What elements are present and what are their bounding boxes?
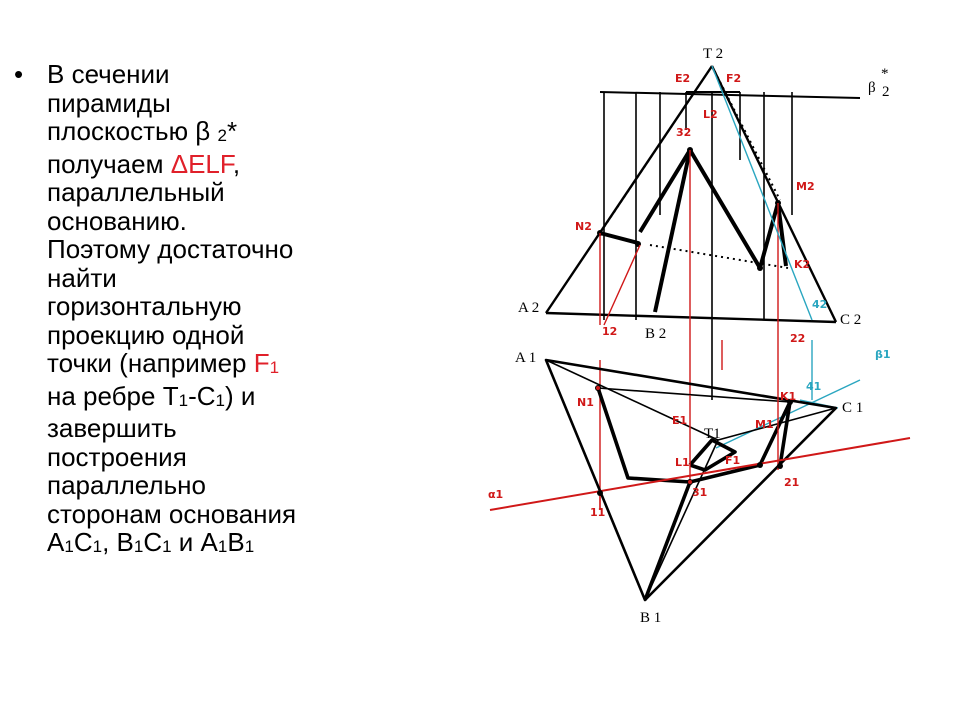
label-F2: F2	[726, 72, 742, 85]
label-B1: B 1	[640, 610, 662, 626]
label-K1: K1	[780, 390, 797, 403]
line: завершить	[47, 413, 177, 443]
label-C2: C 2	[840, 312, 862, 328]
label-B2: B 2	[645, 326, 667, 342]
line: $A_1C_1$, $B_1C_1$ и $A_1B_1$	[47, 527, 255, 557]
line: параллельный	[47, 177, 225, 207]
line: получаем ΔELF,	[47, 148, 241, 179]
line: проекцию одной	[47, 319, 245, 350]
label-L2: L2	[703, 108, 718, 121]
label-1-2: 12	[602, 325, 618, 338]
label-T1: T1	[704, 426, 721, 442]
line: найти	[47, 262, 117, 293]
label-beta2-star: *	[881, 66, 889, 82]
line: сторонам основания	[47, 498, 297, 529]
label-T2: T 2	[703, 46, 724, 62]
label-beta2-sub: 2	[882, 84, 890, 100]
label-4-2: 42	[812, 298, 828, 311]
alpha1-line	[490, 438, 910, 510]
front-dots	[597, 147, 781, 271]
label-M1: M1	[755, 418, 774, 431]
label-beta2: β	[868, 80, 876, 96]
label-beta1: β1	[875, 348, 891, 361]
highlight-triangle: ΔELF	[170, 148, 233, 179]
line: основанию.	[47, 205, 187, 236]
line: пирамиды	[47, 87, 171, 118]
label-L1: L1	[675, 456, 690, 469]
label-E1: E1	[672, 414, 688, 427]
body-text	[47, 60, 374, 561]
line: точки (например $F_1$	[47, 348, 280, 378]
highlight-point: $F_1$	[253, 348, 280, 378]
label-F1: F1	[725, 454, 741, 467]
line: В сечении	[47, 59, 170, 89]
front-section	[600, 150, 786, 312]
label-3-1: 31	[692, 486, 708, 499]
line: на ребре $T_1-C_1$) и	[47, 380, 256, 411]
line: горизонтальную	[47, 291, 242, 321]
line: построения	[47, 441, 187, 472]
label-A2: A 2	[518, 300, 540, 316]
line: параллельно	[47, 470, 206, 500]
label-1-1: 11	[590, 506, 606, 519]
label-C1: C 1	[842, 400, 864, 416]
plan-red-dots	[596, 386, 692, 484]
label-4-1: 41	[806, 380, 822, 393]
label-A1: A 1	[515, 350, 537, 366]
label-M2: M2	[796, 180, 815, 193]
label-2-2: 22	[790, 332, 806, 345]
label-N1: N1	[577, 396, 594, 409]
line: Поэтому достаточно	[47, 234, 294, 264]
label-alpha1: α1	[488, 488, 504, 501]
label-2-1: 21	[784, 476, 800, 489]
label-N2: N2	[575, 220, 592, 233]
pyramid-section-drawing	[470, 30, 940, 650]
bullet: •	[14, 59, 24, 89]
vertical-lines	[604, 92, 792, 400]
slide-text	[14, 60, 374, 561]
label-K2: K2	[794, 258, 811, 271]
label-3-2: 32	[676, 126, 692, 139]
label-E2: E2	[675, 72, 691, 85]
line: плоскостью β $_2$*	[47, 116, 238, 146]
